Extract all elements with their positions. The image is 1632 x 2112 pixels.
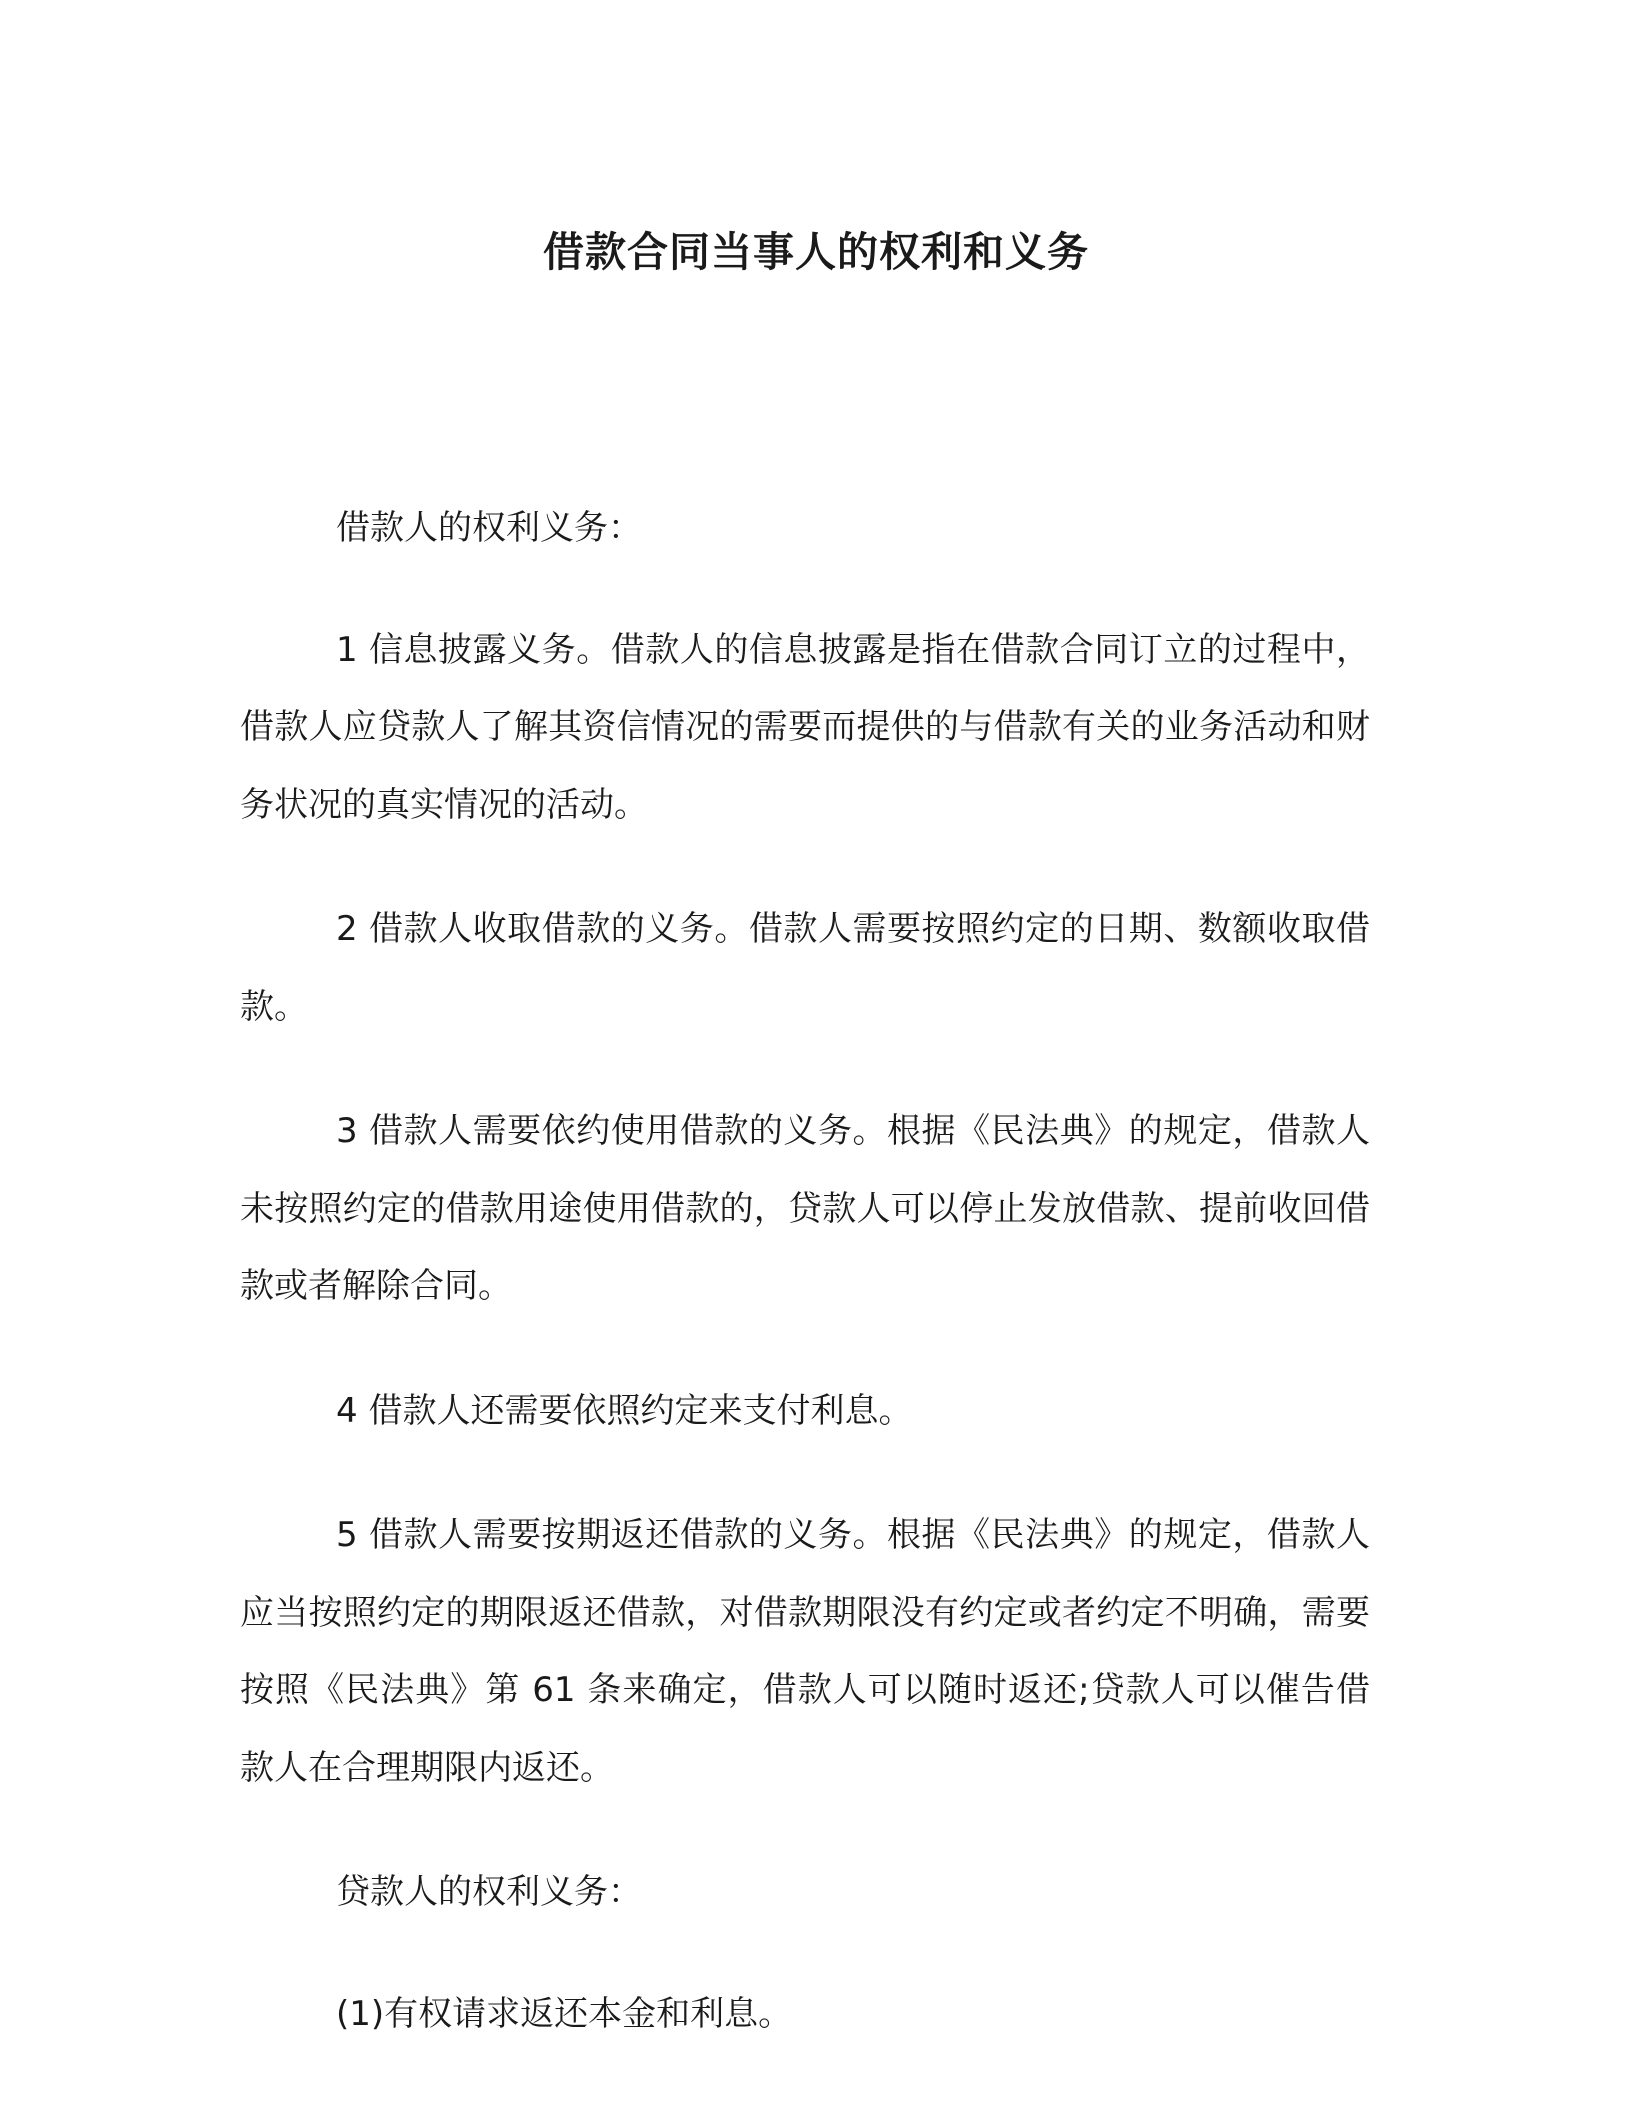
section-heading-borrower: 借款人的权利义务： (336, 508, 642, 548)
paragraph-pay-interest-duty: 4 借款人还需要依照约定来支付利息。 (336, 1390, 913, 1431)
paragraph-use-loan-duty: 3 借款人需要依约使用借款的义务。根据《民法典》的规定，借款人未按照约定的借款用途使用借款的，贷款人可以停止发放借款、提前收回借款或者解除合同。 (240, 1111, 1370, 1306)
document-body (240, 490, 1370, 2100)
section-heading-lender: 贷款人的权利义务： (336, 1872, 642, 1912)
document-title: 借款合同当事人的权利和义务 (543, 228, 1089, 276)
paragraph-receive-loan-duty: 2 借款人收取借款的义务。借款人需要按照约定的日期、数额收取借款。 (240, 909, 1370, 1027)
paragraph-disclosure-duty: 1 信息披露义务。借款人的信息披露是指在借款合同订立的过程中，借款人应贷款人了解其资信情况的需要而提供的与借款有关的业务活动和财务状况的真实情况的活动。 (240, 629, 1370, 825)
paragraph-lender-right-1: (1)有权请求返还本金和利息。 (336, 1993, 793, 2034)
paragraph-repay-duty: 5 借款人需要按期返还借款的义务。根据《民法典》的规定，借款人应当按照约定的期限返还借款，对借款期限没有约定或者约定不明确，需要按照《民法典》第 61 条来确定，借款人可以随时返还;贷款人可以催告借款人在合理期限内返还。 (240, 1515, 1370, 1788)
